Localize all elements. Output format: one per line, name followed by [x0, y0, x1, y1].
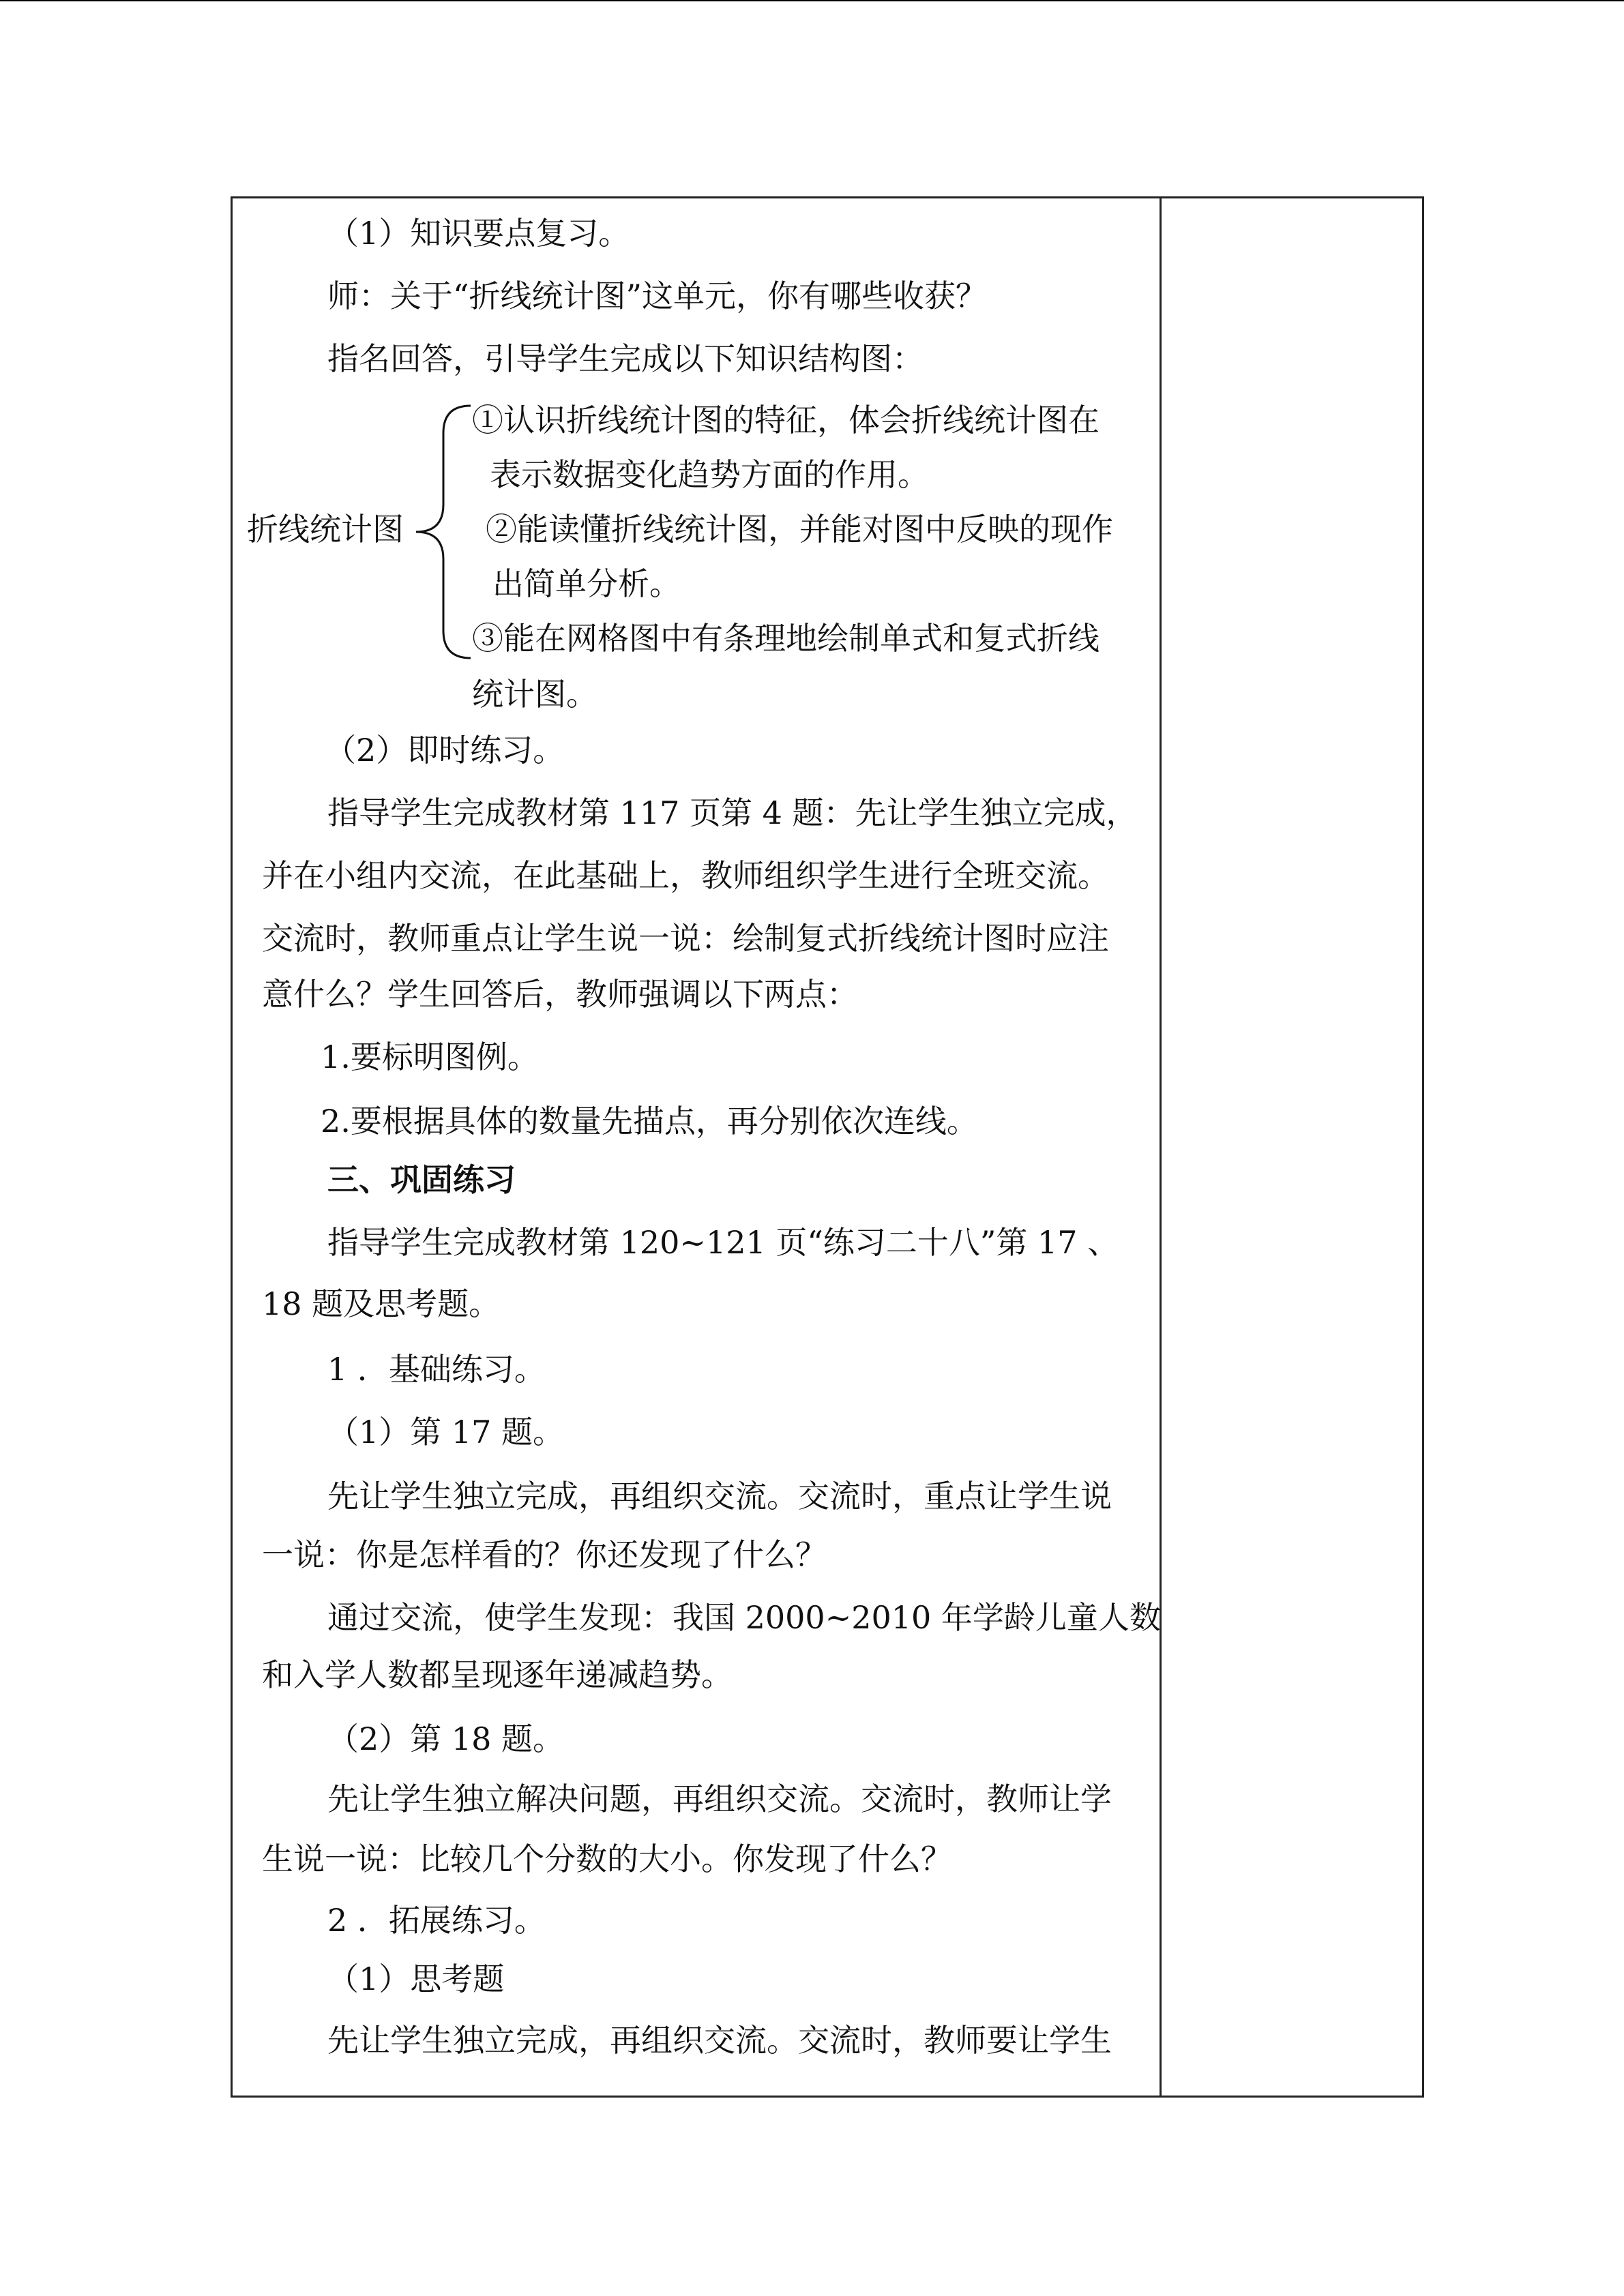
- structure-point-3: ③能在网格图中有条理地绘制单式和复式折线: [472, 620, 1099, 657]
- subsection-item: （1）第 17 题。: [327, 1414, 565, 1450]
- list-item: 1.要标明图例。: [321, 1039, 539, 1075]
- table-column-divider: [1160, 196, 1162, 2098]
- structure-point-3-cont: 统计图。: [472, 676, 597, 713]
- paragraph-line: 先让学生独立解决问题，再组织交流。交流时，教师让学: [327, 1780, 1112, 1817]
- curly-brace-icon: [413, 402, 474, 661]
- practice-heading: （2）即时练习。: [325, 732, 565, 769]
- structure-point-2: ②能读懂折线统计图，并能对图中反映的现作: [486, 511, 1113, 548]
- paragraph-line: 18 题及思考题。: [262, 1285, 501, 1322]
- paragraph-line: 指导学生完成教材第 120~121 页“练习二十八”第 17 、: [327, 1224, 1119, 1261]
- paragraph-line: 一说：你是怎样看的？你还发现了什么？: [262, 1536, 827, 1573]
- subsection-heading: 1 ．基础练习。: [327, 1351, 546, 1388]
- structure-point-2-cont: 出简单分析。: [492, 565, 681, 602]
- paragraph-line: 指导学生完成教材第 117 页第 4 题：先让学生独立完成，: [327, 794, 1138, 831]
- paragraph-line: 生说一说：比较几个分数的大小。你发现了什么？: [262, 1840, 952, 1877]
- structure-point-1-cont: 表示数据变化趋势方面的作用。: [490, 456, 929, 493]
- subsection-heading: 2 ．拓展练习。: [327, 1902, 546, 1939]
- paragraph-line: 和入学人数都呈现逐年递减趋势。: [262, 1656, 733, 1693]
- paragraph-line: 先让学生独立完成，再组织交流。交流时，教师要让学生: [327, 2022, 1112, 2059]
- paragraph-line: 先让学生独立完成，再组织交流。交流时，重点让学生说: [327, 1478, 1112, 1515]
- paragraph-line: 意什么？学生回答后，教师强调以下两点：: [262, 976, 858, 1013]
- section-heading: 三、巩固练习: [327, 1161, 516, 1198]
- instruction-text: 指名回答，引导学生完成以下知识结构图：: [327, 340, 924, 377]
- top-border-line: [0, 0, 1624, 1]
- subsection-item: （2）第 18 题。: [327, 1720, 565, 1757]
- paragraph-line: 交流时，教师重点让学生说一说：绘制复式折线统计图时应注: [262, 920, 1109, 957]
- paragraph-line: 通过交流，使学生发现：我国 2000~2010 年学龄儿童人数: [327, 1599, 1161, 1636]
- review-heading: （1）知识要点复习。: [327, 215, 630, 252]
- list-item: 2.要根据具体的数量先描点，再分别依次连线。: [321, 1103, 978, 1139]
- structure-root-label: 折线统计图: [247, 511, 404, 548]
- structure-point-1: ①认识折线统计图的特征，体会折线统计图在: [472, 402, 1099, 438]
- subsection-item: （1）思考题: [327, 1960, 505, 1997]
- teacher-question: 师：关于“折线统计图”这单元，你有哪些收获？: [327, 278, 988, 314]
- paragraph-line: 并在小组内交流，在此基础上，教师组织学生进行全班交流。: [262, 857, 1109, 894]
